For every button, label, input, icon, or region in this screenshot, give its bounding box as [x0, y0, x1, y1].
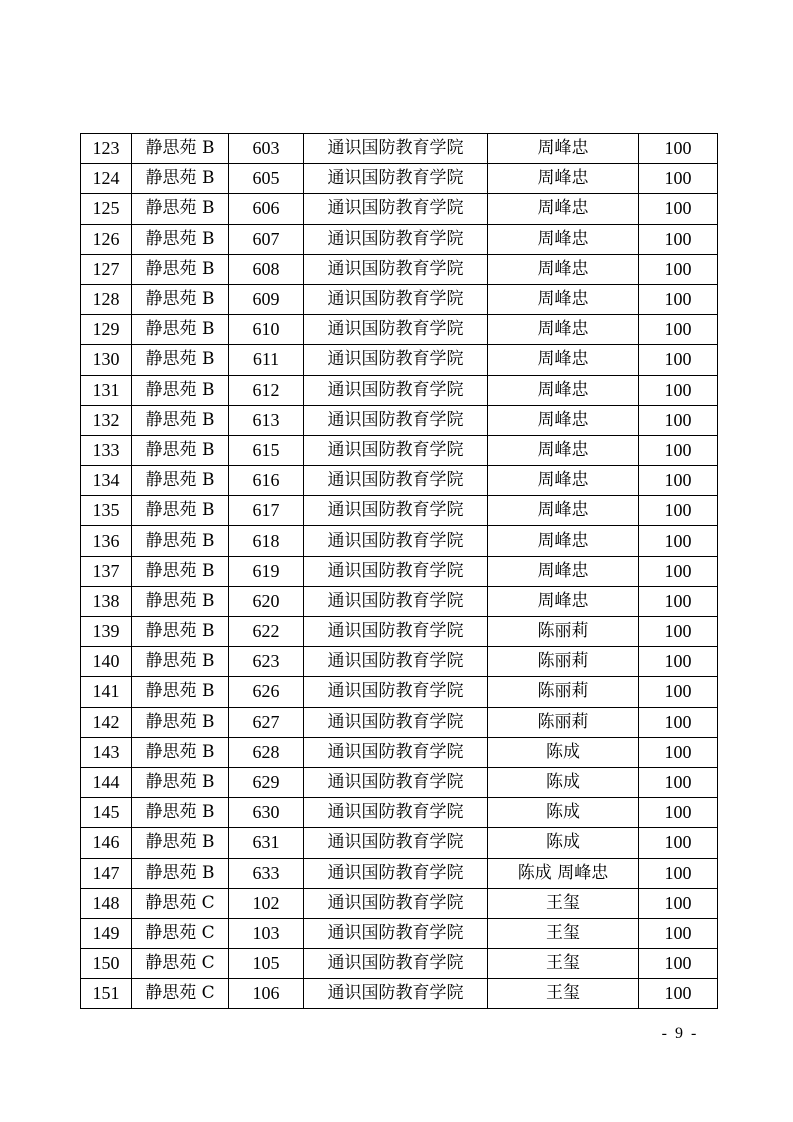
room-number-cell: 609: [229, 284, 304, 314]
row-number-cell: 142: [81, 707, 132, 737]
building-cell: 静思苑 C: [132, 888, 229, 918]
building-cell: 静思苑 B: [132, 194, 229, 224]
room-number-cell: 633: [229, 858, 304, 888]
table-row: [81, 707, 718, 737]
score-cell: 100: [639, 194, 718, 224]
table-row: [81, 888, 718, 918]
row-number-cell: 124: [81, 164, 132, 194]
college-cell: 通识国防教育学院: [304, 737, 488, 767]
instructor-cell: 陈成: [488, 737, 639, 767]
score-cell: 100: [639, 888, 718, 918]
instructor-cell: 周峰忠: [488, 405, 639, 435]
instructor-cell: 陈成: [488, 798, 639, 828]
row-number-cell: 149: [81, 918, 132, 948]
score-cell: 100: [639, 918, 718, 948]
row-number-cell: 131: [81, 375, 132, 405]
college-cell: 通识国防教育学院: [304, 466, 488, 496]
table-row: [81, 617, 718, 647]
score-cell: 100: [639, 375, 718, 405]
instructor-cell: 王玺: [488, 979, 639, 1009]
room-number-cell: 606: [229, 194, 304, 224]
row-number-cell: 148: [81, 888, 132, 918]
instructor-cell: 周峰忠: [488, 556, 639, 586]
room-number-cell: 619: [229, 556, 304, 586]
college-cell: 通识国防教育学院: [304, 556, 488, 586]
table-row: [81, 647, 718, 677]
score-cell: 100: [639, 164, 718, 194]
page-number: - 9 -: [661, 1025, 699, 1042]
row-number-cell: 147: [81, 858, 132, 888]
college-cell: 通识国防教育学院: [304, 194, 488, 224]
building-cell: 静思苑 B: [132, 737, 229, 767]
table-row: [81, 466, 718, 496]
score-cell: 100: [639, 405, 718, 435]
room-number-cell: 613: [229, 405, 304, 435]
row-number-cell: 150: [81, 949, 132, 979]
row-number-cell: 136: [81, 526, 132, 556]
building-cell: 静思苑 B: [132, 164, 229, 194]
college-cell: 通识国防教育学院: [304, 828, 488, 858]
room-number-cell: 603: [229, 134, 304, 164]
college-cell: 通识国防教育学院: [304, 918, 488, 948]
table-row: [81, 435, 718, 465]
row-number-cell: 130: [81, 345, 132, 375]
building-cell: 静思苑 B: [132, 647, 229, 677]
building-cell: 静思苑 B: [132, 345, 229, 375]
table-row: [81, 979, 718, 1009]
room-number-cell: 612: [229, 375, 304, 405]
building-cell: 静思苑 B: [132, 405, 229, 435]
table-row: [81, 677, 718, 707]
table-row: [81, 134, 718, 164]
row-number-cell: 138: [81, 586, 132, 616]
dormitory-score-table: [80, 133, 718, 1009]
instructor-cell: 王玺: [488, 888, 639, 918]
college-cell: 通识国防教育学院: [304, 798, 488, 828]
score-cell: 100: [639, 315, 718, 345]
instructor-cell: 周峰忠: [488, 466, 639, 496]
table-row: [81, 828, 718, 858]
table-row: [81, 405, 718, 435]
room-number-cell: 102: [229, 888, 304, 918]
college-cell: 通识国防教育学院: [304, 224, 488, 254]
instructor-cell: 陈成: [488, 767, 639, 797]
score-cell: 100: [639, 767, 718, 797]
building-cell: 静思苑 B: [132, 284, 229, 314]
room-number-cell: 611: [229, 345, 304, 375]
table-row: [81, 918, 718, 948]
row-number-cell: 141: [81, 677, 132, 707]
room-number-cell: 618: [229, 526, 304, 556]
building-cell: 静思苑 B: [132, 617, 229, 647]
row-number-cell: 128: [81, 284, 132, 314]
building-cell: 静思苑 B: [132, 526, 229, 556]
room-number-cell: 629: [229, 767, 304, 797]
table-row: [81, 496, 718, 526]
building-cell: 静思苑 B: [132, 466, 229, 496]
row-number-cell: 144: [81, 767, 132, 797]
room-number-cell: 630: [229, 798, 304, 828]
instructor-cell: 周峰忠: [488, 435, 639, 465]
score-cell: 100: [639, 737, 718, 767]
instructor-cell: 周峰忠: [488, 194, 639, 224]
table-row: [81, 224, 718, 254]
table-row: [81, 949, 718, 979]
instructor-cell: 周峰忠: [488, 254, 639, 284]
table-row: [81, 315, 718, 345]
college-cell: 通识国防教育学院: [304, 134, 488, 164]
instructor-cell: 陈丽莉: [488, 647, 639, 677]
instructor-cell: 周峰忠: [488, 284, 639, 314]
college-cell: 通识国防教育学院: [304, 979, 488, 1009]
building-cell: 静思苑 B: [132, 435, 229, 465]
instructor-cell: 陈丽莉: [488, 617, 639, 647]
row-number-cell: 137: [81, 556, 132, 586]
score-cell: 100: [639, 224, 718, 254]
building-cell: 静思苑 B: [132, 767, 229, 797]
room-number-cell: 615: [229, 435, 304, 465]
college-cell: 通识国防教育学院: [304, 586, 488, 616]
table-row: [81, 586, 718, 616]
room-number-cell: 620: [229, 586, 304, 616]
instructor-cell: 周峰忠: [488, 496, 639, 526]
college-cell: 通识国防教育学院: [304, 677, 488, 707]
score-cell: 100: [639, 828, 718, 858]
college-cell: 通识国防教育学院: [304, 164, 488, 194]
room-number-cell: 105: [229, 949, 304, 979]
building-cell: 静思苑 B: [132, 798, 229, 828]
room-number-cell: 610: [229, 315, 304, 345]
score-cell: 100: [639, 949, 718, 979]
score-cell: 100: [639, 858, 718, 888]
building-cell: 静思苑 C: [132, 979, 229, 1009]
building-cell: 静思苑 B: [132, 556, 229, 586]
score-cell: 100: [639, 798, 718, 828]
building-cell: 静思苑 B: [132, 315, 229, 345]
college-cell: 通识国防教育学院: [304, 767, 488, 797]
building-cell: 静思苑 B: [132, 677, 229, 707]
college-cell: 通识国防教育学院: [304, 254, 488, 284]
college-cell: 通识国防教育学院: [304, 647, 488, 677]
score-cell: 100: [639, 556, 718, 586]
instructor-cell: 王玺: [488, 949, 639, 979]
instructor-cell: 王玺: [488, 918, 639, 948]
instructor-cell: 周峰忠: [488, 315, 639, 345]
building-cell: 静思苑 C: [132, 949, 229, 979]
row-number-cell: 135: [81, 496, 132, 526]
row-number-cell: 140: [81, 647, 132, 677]
college-cell: 通识国防教育学院: [304, 315, 488, 345]
room-number-cell: 622: [229, 617, 304, 647]
row-number-cell: 133: [81, 435, 132, 465]
instructor-cell: 陈丽莉: [488, 707, 639, 737]
building-cell: 静思苑 B: [132, 254, 229, 284]
score-cell: 100: [639, 617, 718, 647]
row-number-cell: 127: [81, 254, 132, 284]
instructor-cell: 周峰忠: [488, 375, 639, 405]
score-cell: 100: [639, 496, 718, 526]
instructor-cell: 陈成 周峰忠: [488, 858, 639, 888]
room-number-cell: 103: [229, 918, 304, 948]
row-number-cell: 123: [81, 134, 132, 164]
score-cell: 100: [639, 134, 718, 164]
instructor-cell: 陈成: [488, 828, 639, 858]
building-cell: 静思苑 B: [132, 828, 229, 858]
table-row: [81, 194, 718, 224]
building-cell: 静思苑 B: [132, 586, 229, 616]
score-cell: 100: [639, 526, 718, 556]
score-cell: 100: [639, 647, 718, 677]
college-cell: 通识国防教育学院: [304, 435, 488, 465]
building-cell: 静思苑 B: [132, 134, 229, 164]
building-cell: 静思苑 B: [132, 496, 229, 526]
college-cell: 通识国防教育学院: [304, 526, 488, 556]
room-number-cell: 626: [229, 677, 304, 707]
college-cell: 通识国防教育学院: [304, 496, 488, 526]
instructor-cell: 周峰忠: [488, 586, 639, 616]
table-row: [81, 767, 718, 797]
score-cell: 100: [639, 707, 718, 737]
score-cell: 100: [639, 586, 718, 616]
room-number-cell: 605: [229, 164, 304, 194]
row-number-cell: 146: [81, 828, 132, 858]
table-row: [81, 284, 718, 314]
room-number-cell: 616: [229, 466, 304, 496]
score-cell: 100: [639, 466, 718, 496]
table-row: [81, 526, 718, 556]
row-number-cell: 129: [81, 315, 132, 345]
row-number-cell: 125: [81, 194, 132, 224]
building-cell: 静思苑 B: [132, 707, 229, 737]
instructor-cell: 周峰忠: [488, 164, 639, 194]
score-cell: 100: [639, 435, 718, 465]
college-cell: 通识国防教育学院: [304, 949, 488, 979]
score-cell: 100: [639, 677, 718, 707]
row-number-cell: 134: [81, 466, 132, 496]
row-number-cell: 132: [81, 405, 132, 435]
table-row: [81, 798, 718, 828]
room-number-cell: 608: [229, 254, 304, 284]
room-number-cell: 628: [229, 737, 304, 767]
score-cell: 100: [639, 979, 718, 1009]
college-cell: 通识国防教育学院: [304, 888, 488, 918]
row-number-cell: 143: [81, 737, 132, 767]
room-number-cell: 623: [229, 647, 304, 677]
row-number-cell: 145: [81, 798, 132, 828]
building-cell: 静思苑 B: [132, 224, 229, 254]
table-row: [81, 254, 718, 284]
table-row: [81, 375, 718, 405]
room-number-cell: 631: [229, 828, 304, 858]
table-row: [81, 737, 718, 767]
row-number-cell: 126: [81, 224, 132, 254]
college-cell: 通识国防教育学院: [304, 405, 488, 435]
room-number-cell: 617: [229, 496, 304, 526]
room-number-cell: 627: [229, 707, 304, 737]
instructor-cell: 周峰忠: [488, 134, 639, 164]
score-cell: 100: [639, 254, 718, 284]
table-row: [81, 858, 718, 888]
instructor-cell: 周峰忠: [488, 224, 639, 254]
score-cell: 100: [639, 345, 718, 375]
table-row: [81, 164, 718, 194]
college-cell: 通识国防教育学院: [304, 858, 488, 888]
college-cell: 通识国防教育学院: [304, 345, 488, 375]
building-cell: 静思苑 C: [132, 918, 229, 948]
row-number-cell: 151: [81, 979, 132, 1009]
instructor-cell: 周峰忠: [488, 526, 639, 556]
college-cell: 通识国防教育学院: [304, 284, 488, 314]
building-cell: 静思苑 B: [132, 858, 229, 888]
row-number-cell: 139: [81, 617, 132, 647]
room-number-cell: 106: [229, 979, 304, 1009]
college-cell: 通识国防教育学院: [304, 617, 488, 647]
building-cell: 静思苑 B: [132, 375, 229, 405]
instructor-cell: 陈丽莉: [488, 677, 639, 707]
table-row: [81, 556, 718, 586]
college-cell: 通识国防教育学院: [304, 375, 488, 405]
score-cell: 100: [639, 284, 718, 314]
room-number-cell: 607: [229, 224, 304, 254]
instructor-cell: 周峰忠: [488, 345, 639, 375]
table-row: [81, 345, 718, 375]
table-body: [81, 134, 718, 1009]
college-cell: 通识国防教育学院: [304, 707, 488, 737]
